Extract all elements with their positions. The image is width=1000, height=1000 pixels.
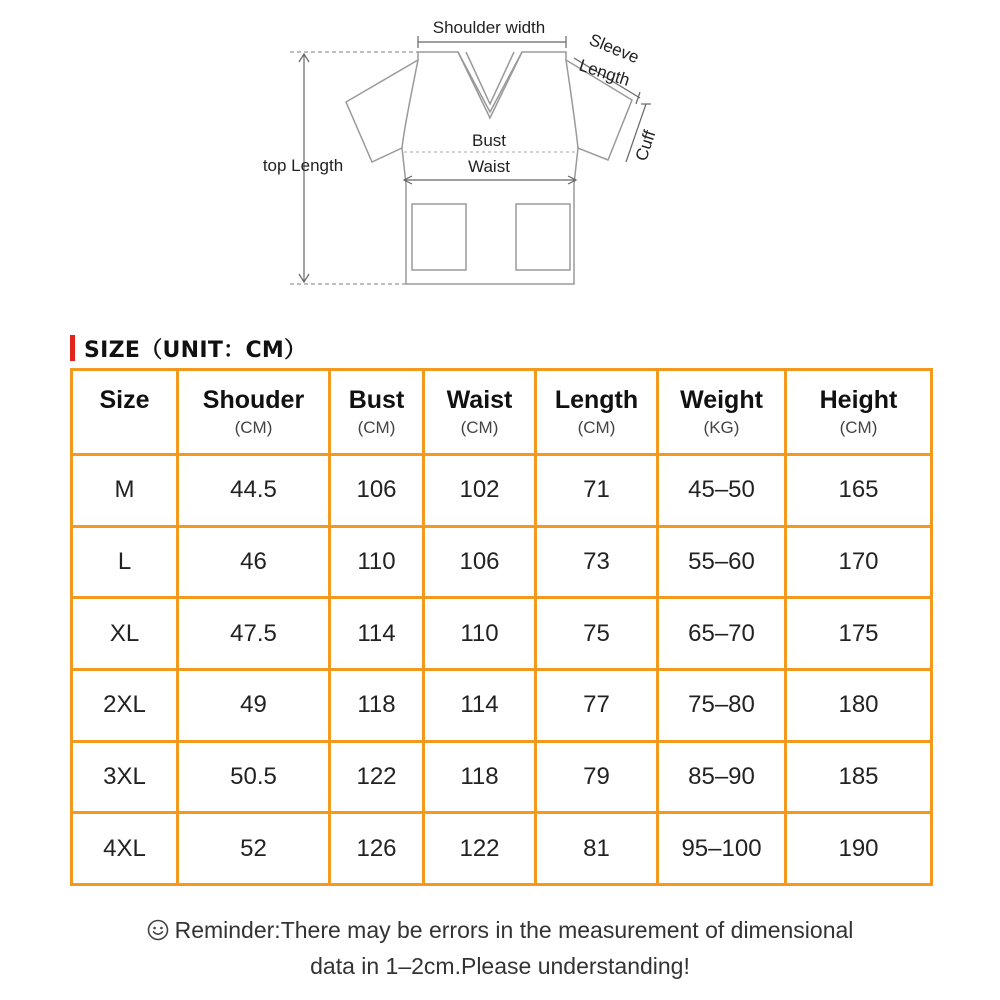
cell-size: M xyxy=(72,455,178,527)
cell-height: 190 xyxy=(786,813,932,885)
cell-length: 77 xyxy=(536,669,658,741)
table-row xyxy=(72,455,932,527)
reminder-line-2: data in 1–2cm.Please understanding! xyxy=(310,953,690,979)
header-name: Length xyxy=(554,386,639,414)
cell-length: 81 xyxy=(536,813,658,885)
cell-bust: 106 xyxy=(330,455,424,527)
cell-bust: 126 xyxy=(330,813,424,885)
scrub-top-outline xyxy=(0,0,1000,310)
bust-label: Bust xyxy=(471,131,507,150)
cell-weight: 45–50 xyxy=(658,455,786,527)
cuff-label: Cuff xyxy=(631,128,660,164)
cell-height: 180 xyxy=(786,669,932,741)
header-name: Weight xyxy=(680,386,763,414)
reminder-note xyxy=(0,914,1000,983)
cell-length: 73 xyxy=(536,526,658,598)
cell-height: 170 xyxy=(786,526,932,598)
cell-size: 2XL xyxy=(72,669,178,741)
cell-bust: 122 xyxy=(330,741,424,813)
cell-length: 75 xyxy=(536,598,658,670)
cell-waist: 122 xyxy=(424,813,536,885)
header-name: Bust xyxy=(348,386,405,414)
cell-shoulder: 44.5 xyxy=(178,455,330,527)
cell-waist: 110 xyxy=(424,598,536,670)
cell-size: 3XL xyxy=(72,741,178,813)
sleeve-label: Sleeve xyxy=(586,30,642,68)
waist-label: Waist xyxy=(468,157,510,176)
cell-weight: 55–60 xyxy=(658,526,786,598)
header-size xyxy=(72,370,178,455)
header-name: Waist xyxy=(446,386,513,414)
cell-height: 185 xyxy=(786,741,932,813)
header-bust xyxy=(330,370,424,455)
shoulder-width-label: Shoulder width xyxy=(432,18,546,37)
section-title-text: SIZE（UNIT：CM） xyxy=(84,337,307,363)
cell-length: 79 xyxy=(536,741,658,813)
cell-shoulder: 47.5 xyxy=(178,598,330,670)
cell-bust: 110 xyxy=(330,526,424,598)
cell-shoulder: 49 xyxy=(178,669,330,741)
cell-weight: 85–90 xyxy=(658,741,786,813)
header-name: Size xyxy=(99,386,150,414)
sleeve-length-label: Length xyxy=(576,55,633,90)
smiley-icon xyxy=(147,917,169,950)
cell-bust: 118 xyxy=(330,669,424,741)
cell-weight: 65–70 xyxy=(658,598,786,670)
header-height xyxy=(786,370,932,455)
header-waist xyxy=(424,370,536,455)
cell-shoulder: 52 xyxy=(178,813,330,885)
table-row xyxy=(72,813,932,885)
reminder-line-1: Reminder:There may be errors in the measurement of dimensional xyxy=(174,917,854,943)
header-unit: (KG) xyxy=(703,418,740,437)
cell-bust: 114 xyxy=(330,598,424,670)
header-unit: (CM) xyxy=(234,418,273,437)
cell-length: 71 xyxy=(536,455,658,527)
cell-waist: 118 xyxy=(424,741,536,813)
cell-height: 175 xyxy=(786,598,932,670)
cell-shoulder: 50.5 xyxy=(178,741,330,813)
table-header-row xyxy=(72,370,932,455)
cell-shoulder: 46 xyxy=(178,526,330,598)
cell-height: 165 xyxy=(786,455,932,527)
section-title xyxy=(70,334,306,362)
header-shoulder xyxy=(178,370,330,455)
cell-waist: 114 xyxy=(424,669,536,741)
cell-waist: 106 xyxy=(424,526,536,598)
title-accent-bar xyxy=(70,335,75,361)
cell-weight: 95–100 xyxy=(658,813,786,885)
header-unit: (CM) xyxy=(357,418,396,437)
header-unit: (CM) xyxy=(460,418,499,437)
table-row xyxy=(72,526,932,598)
size-table xyxy=(70,368,933,886)
header-name: Shouder xyxy=(202,386,305,414)
header-unit: (CM) xyxy=(839,418,878,437)
garment-diagram xyxy=(0,0,1000,310)
table-row xyxy=(72,741,932,813)
table-row xyxy=(72,598,932,670)
header-length xyxy=(536,370,658,455)
header-name: Height xyxy=(819,386,898,414)
cell-waist: 102 xyxy=(424,455,536,527)
header-unit: (CM) xyxy=(577,418,616,437)
cell-size: L xyxy=(72,526,178,598)
top-length-label: top Length xyxy=(262,156,344,175)
table-row xyxy=(72,669,932,741)
cell-weight: 75–80 xyxy=(658,669,786,741)
cell-size: 4XL xyxy=(72,813,178,885)
cell-size: XL xyxy=(72,598,178,670)
header-weight xyxy=(658,370,786,455)
